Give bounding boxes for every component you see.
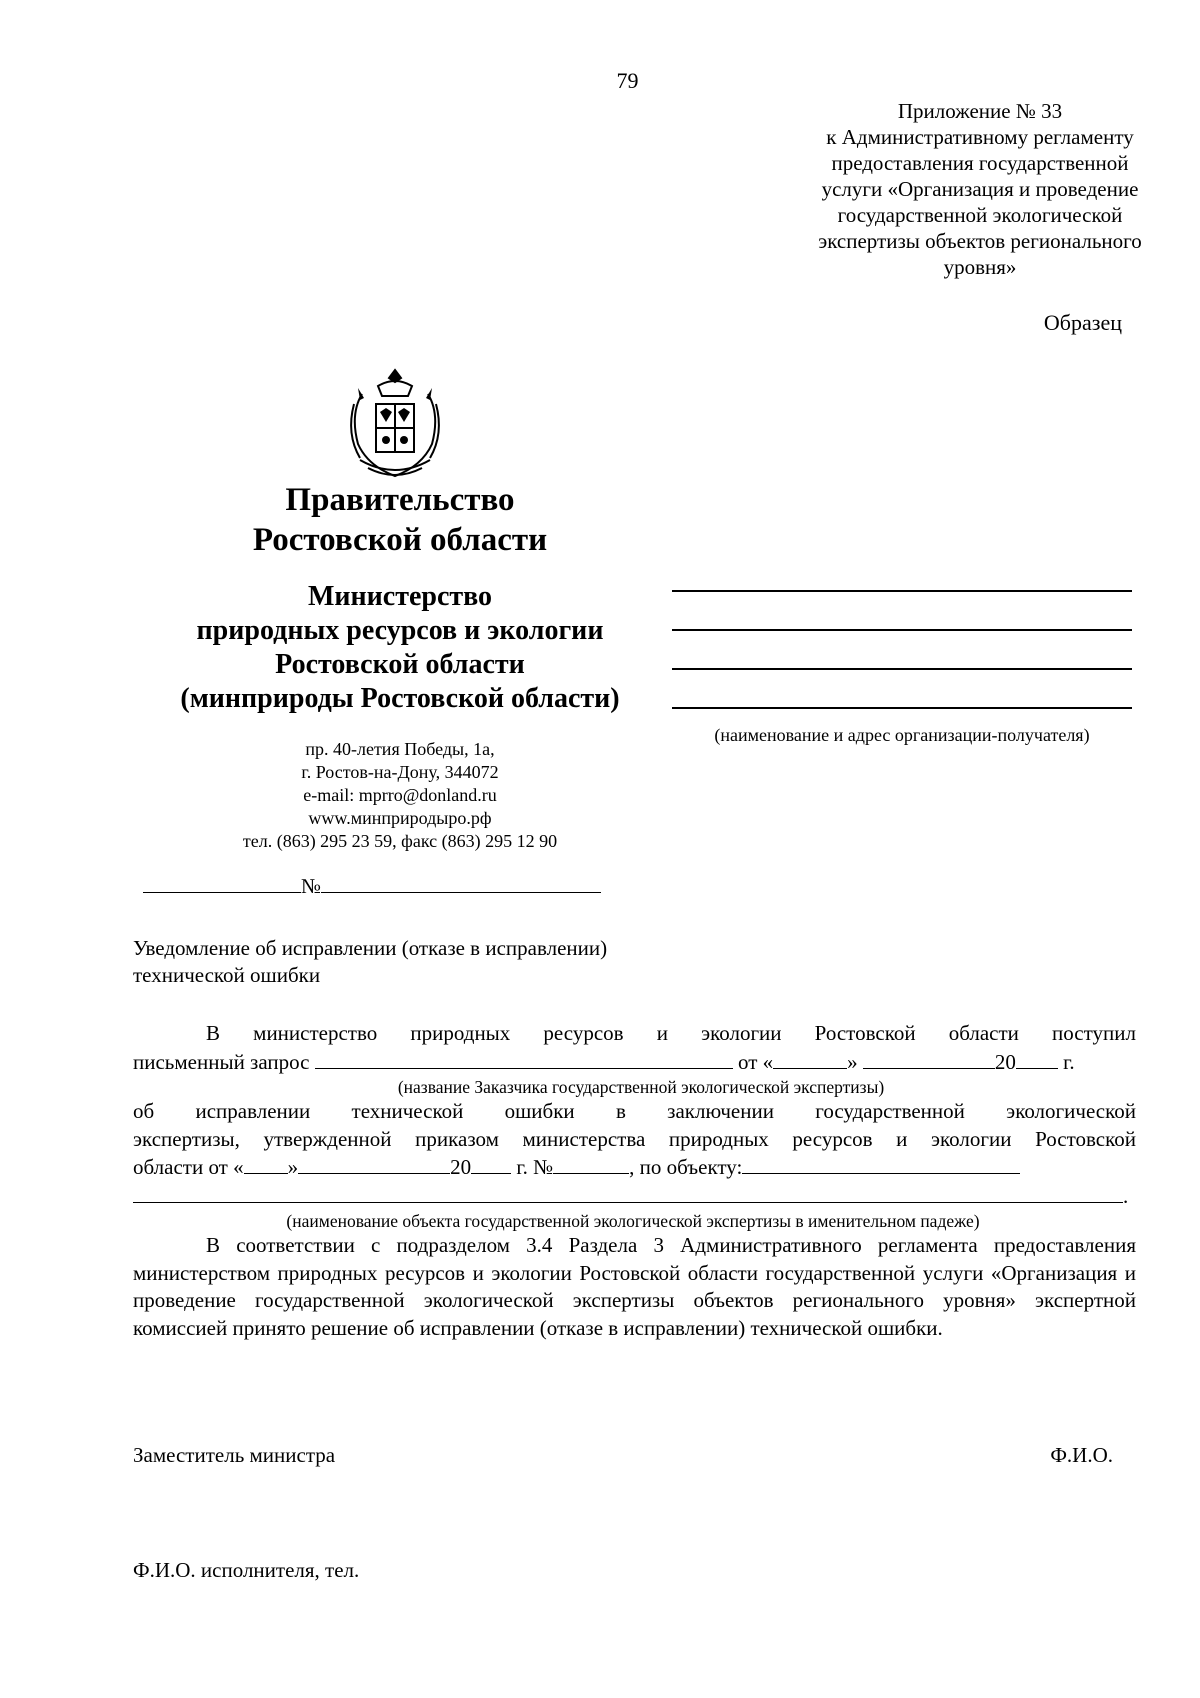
recipient-fields: [672, 590, 1132, 746]
decision-paragraph: В соответствии с подразделом 3.4 Раздела 3 Административного регламента предоставления министерством природных ресурсов и экологии Ростовской области государственной услуги «Организация и проведение государственной экологической экспертизы объектов регионального уровня» экспертной комиссией принято решение об исправлении (отказе в исправлении) технической ошибки.: [133, 1233, 1136, 1340]
object-label: , по объекту:: [629, 1155, 743, 1179]
body-line: экспертизы, утвержденной приказом министерства природных ресурсов и экологии Ростовской: [133, 1126, 1136, 1151]
request-year-prefix: 20: [994, 1049, 1016, 1074]
recipient-line[interactable]: [672, 668, 1132, 670]
sample-label: Образец: [1043, 310, 1122, 335]
annex-line: государственной экологической: [837, 203, 1123, 227]
order-year-field[interactable]: [471, 1153, 511, 1174]
body-line: В министерство природных ресурсов и экологии Ростовской области поступил: [206, 1021, 1136, 1045]
request-day-field[interactable]: [773, 1048, 847, 1069]
address-phones: тел. (863) 295 23 59, факс (863) 295 12 90: [242, 831, 558, 851]
request-month-field[interactable]: [863, 1048, 995, 1069]
address-email: e-mail: mprro@donland.ru: [303, 785, 497, 805]
annex-line: предоставления государственной: [831, 151, 1129, 175]
body-request-line: [133, 1048, 1136, 1077]
ministry-address: [150, 738, 650, 853]
government-line: Ростовской области: [252, 522, 548, 558]
request-label: письменный запрос: [133, 1049, 310, 1074]
signatory-position: Заместитель министра: [133, 1443, 336, 1467]
object-line-dot: .: [1123, 1183, 1129, 1208]
signatory-name: Ф.И.О.: [1050, 1443, 1113, 1467]
order-number-field[interactable]: [553, 1153, 629, 1174]
order-close-quote: »: [287, 1155, 299, 1179]
page-number: 79: [616, 68, 639, 93]
address-street: пр. 40-летия Победы, 1а,: [305, 739, 495, 759]
reg-number-field[interactable]: [321, 872, 601, 893]
request-close-quote: »: [847, 1049, 858, 1074]
government-title: [80, 480, 720, 560]
customer-field[interactable]: [315, 1048, 733, 1069]
body-object-line: [133, 1182, 1136, 1211]
executor-contact: Ф.И.О. исполнителя, тел.: [133, 1558, 360, 1582]
annex-line: уровня»: [943, 255, 1017, 279]
annex-line: к Административному регламенту: [826, 125, 1134, 149]
coat-of-arms-icon: [340, 364, 450, 484]
notice-title-line: Уведомление об исправлении (отказе в исправлении): [133, 936, 608, 960]
order-day-field[interactable]: [244, 1153, 288, 1174]
body-order-line: [133, 1153, 1136, 1182]
request-from-label: от «: [737, 1049, 774, 1074]
object-name-field[interactable]: [133, 1182, 1123, 1203]
address-website: www.минприродыро.рф: [308, 808, 492, 828]
registration-number-line: [143, 872, 601, 899]
notice-title: [133, 935, 607, 989]
request-year-suffix: г.: [1063, 1049, 1075, 1074]
order-number-label: г. №: [516, 1155, 554, 1179]
ministry-title: [80, 580, 720, 716]
annex-header: [740, 98, 1200, 280]
body-line: об исправлении технической ошибки в заключении государственной экологической: [133, 1099, 1136, 1123]
recipient-line[interactable]: [672, 707, 1132, 709]
ministry-line: (минприроды Ростовской области): [180, 683, 620, 714]
ministry-line: Ростовской области: [275, 649, 525, 680]
address-city: г. Ростов-на-Дону, 344072: [301, 762, 499, 782]
order-month-field[interactable]: [298, 1153, 450, 1174]
annex-line: Приложение № 33: [897, 99, 1063, 123]
object-field[interactable]: [742, 1153, 1020, 1174]
order-date-prefix: области от «: [133, 1155, 244, 1179]
recipient-caption: (наименование и адрес организации-получателя): [714, 725, 1090, 745]
annex-line: услуги «Организация и проведение: [821, 177, 1139, 201]
ministry-line: природных ресурсов и экологии: [196, 615, 604, 646]
government-line: Правительство: [285, 482, 515, 518]
customer-caption: (название Заказчика государственной экологической экспертизы): [397, 1077, 885, 1097]
request-year-field[interactable]: [1016, 1048, 1058, 1069]
notice-body: [133, 1020, 1136, 1342]
recipient-line[interactable]: [672, 629, 1132, 631]
object-caption: (наименование объекта государственной экологической экспертизы в именительном падеже): [286, 1211, 980, 1231]
reg-date-field[interactable]: [143, 872, 301, 893]
recipient-line[interactable]: [672, 590, 1132, 592]
reg-number-sign: №: [301, 874, 322, 898]
notice-title-line: технической ошибки: [133, 963, 321, 987]
ministry-line: Министерство: [307, 581, 493, 612]
order-year-prefix: 20: [450, 1155, 472, 1179]
annex-line: экспертизы объектов регионального: [818, 229, 1142, 253]
